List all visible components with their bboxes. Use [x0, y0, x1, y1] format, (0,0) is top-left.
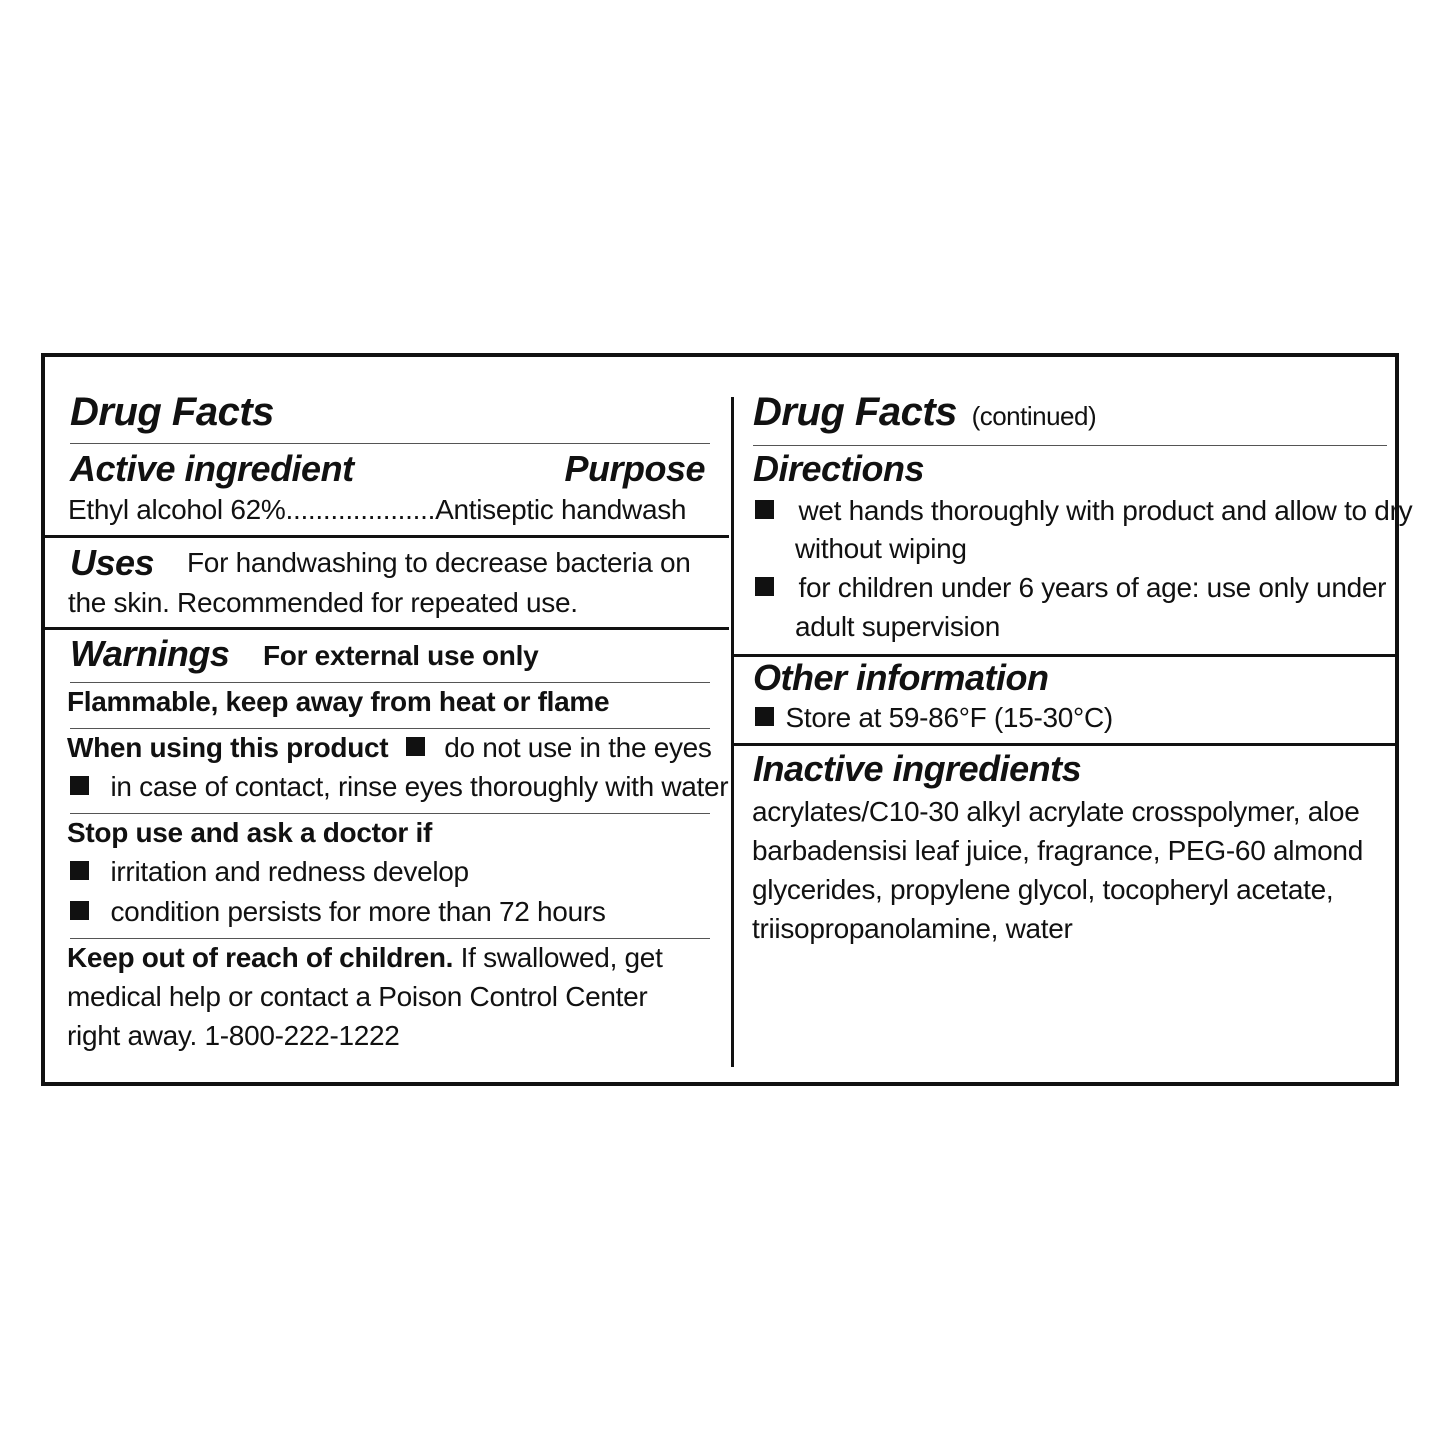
when-using-heading: When using this product [67, 732, 389, 763]
other-information-item-row [755, 702, 1113, 734]
stop-use-item-2-row [70, 896, 606, 928]
other-information-heading: Other information [753, 657, 1049, 698]
bullet-icon [70, 901, 89, 920]
when-using-item-2-row [70, 771, 728, 803]
uses-line-1: For handwashing to decrease bacteria on [187, 547, 691, 578]
warnings-heading: Warnings [70, 633, 230, 674]
directions-item-1-line-1: wet hands thoroughly with product and allow to dry [798, 495, 1413, 526]
when-using-item-1: do not use in the eyes [444, 732, 712, 763]
bullet-icon [406, 737, 425, 756]
uses-line-2: the skin. Recommended for repeated use. [68, 587, 578, 618]
title-rule [753, 445, 1387, 446]
external-use-text: For external use only [263, 640, 539, 671]
drug-facts-panel [41, 353, 1413, 1086]
when-using-row [67, 732, 712, 764]
right-title-suffix: (continued) [971, 401, 1097, 431]
directions-item-1-row [755, 495, 1412, 527]
warnings-rule [70, 813, 710, 814]
stop-use-item-1: irritation and redness develop [110, 856, 469, 887]
active-ingredient-heading: Active ingredient [70, 448, 354, 489]
section-rule [45, 627, 729, 630]
inactive-line-1: acrylates/C10-30 alkyl acrylate crosspolymer, aloe [752, 796, 1360, 827]
right-title: Drug Facts [753, 390, 957, 434]
title-rule [70, 443, 710, 444]
keep-out-line-1 [67, 942, 663, 974]
bullet-icon [70, 776, 89, 795]
ingredient-purpose: Antiseptic handwash [435, 494, 687, 525]
right-title-row [753, 390, 1096, 435]
keep-out-heading: Keep out of reach of children. [67, 942, 454, 973]
keep-out-line-2: medical help or contact a Poison Control Center [67, 981, 648, 1012]
keep-out-line-3: right away. 1-800-222-1222 [67, 1020, 400, 1051]
column-divider [731, 397, 734, 1067]
directions-item-2-line-1: for children under 6 years of age: use only under [798, 572, 1387, 603]
warnings-rule [70, 938, 710, 939]
directions-item-1-line-2: without wiping [795, 533, 967, 564]
inactive-ingredients-heading: Inactive ingredients [753, 748, 1082, 789]
inactive-line-3: glycerides, propylene glycol, tocopheryl acetate, [752, 874, 1334, 905]
section-rule [733, 743, 1399, 746]
warnings-rule [70, 728, 710, 729]
directions-heading: Directions [753, 448, 925, 489]
uses-heading: Uses [70, 542, 155, 583]
ingredient-name: Ethyl alcohol 62% [68, 494, 286, 525]
stop-use-item-1-row [70, 856, 469, 888]
bullet-icon [70, 861, 89, 880]
inactive-line-2: barbadensisi leaf juice, fragrance, PEG-60 almond [752, 835, 1363, 866]
warnings-rule [70, 682, 710, 683]
purpose-heading: Purpose [564, 448, 705, 489]
bullet-icon [755, 500, 774, 519]
bullet-icon [755, 577, 774, 596]
left-title: Drug Facts [70, 390, 274, 434]
bullet-icon [755, 707, 774, 726]
keep-out-text-1: If swallowed, get [460, 942, 663, 973]
directions-item-2-line-2: adult supervision [795, 611, 1001, 642]
directions-item-2-row [755, 572, 1386, 604]
when-using-item-2: in case of contact, rinse eyes thoroughly with water [110, 771, 729, 802]
section-rule [45, 535, 729, 538]
other-information-item-1: Store at 59-86°F (15-30°C) [785, 702, 1113, 733]
active-ingredient-row [68, 494, 686, 526]
stop-use-item-2: condition persists for more than 72 hours [110, 896, 606, 927]
inactive-line-4: triisopropanolamine, water [752, 913, 1073, 944]
flammable-text: Flammable, keep away from heat or flame [67, 686, 610, 717]
leader-dots: .................... [285, 494, 436, 525]
stop-use-heading: Stop use and ask a doctor if [67, 817, 433, 848]
